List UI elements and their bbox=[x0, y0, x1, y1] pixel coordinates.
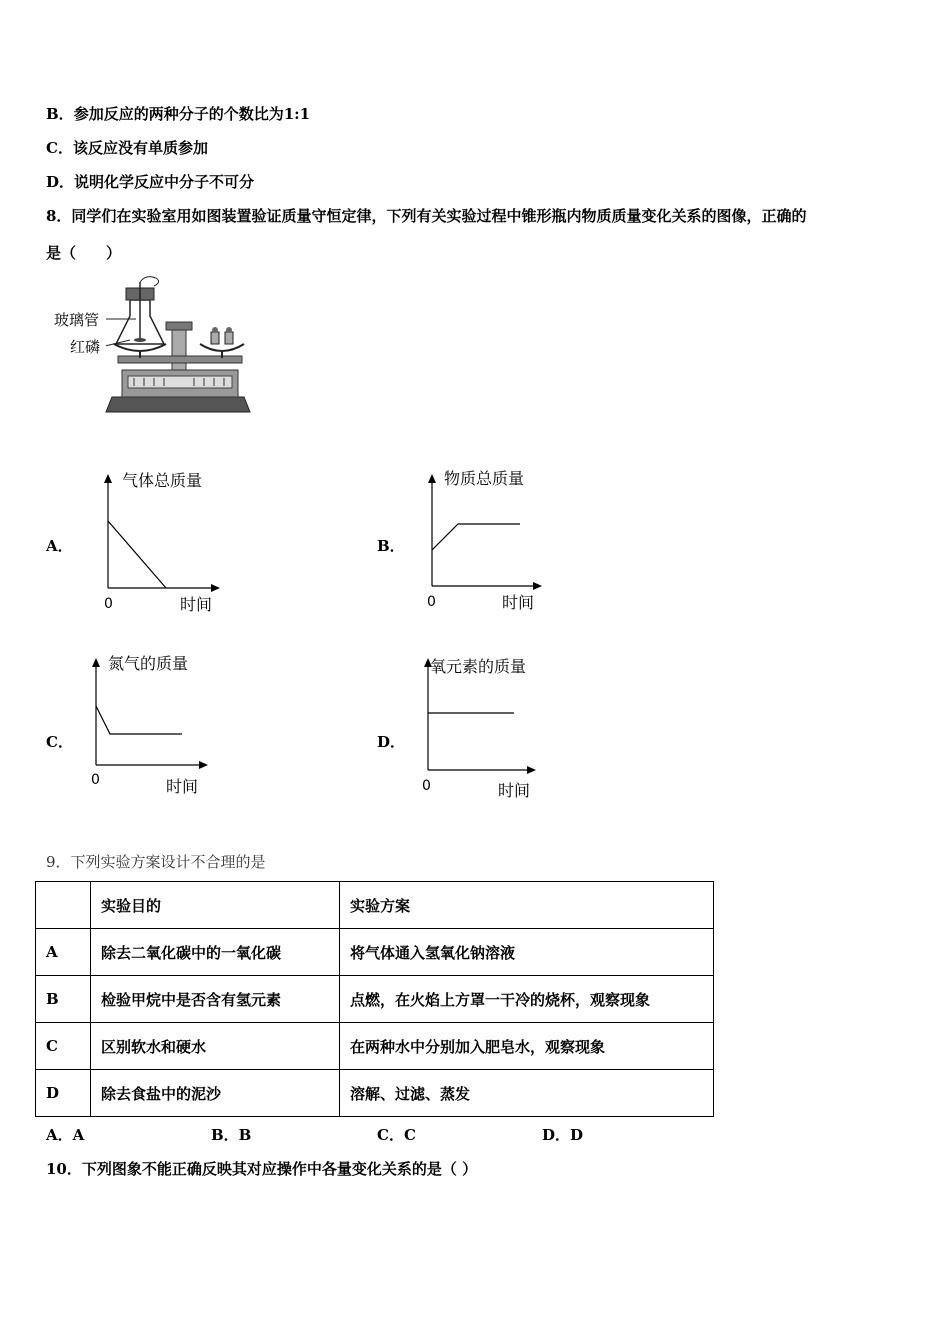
row-label: D bbox=[36, 1070, 91, 1117]
balance-apparatus-figure bbox=[50, 272, 260, 417]
purpose-cell: 除去二氧化碳中的一氧化碳 bbox=[91, 929, 340, 976]
q9-table bbox=[35, 881, 714, 1117]
graph-b-origin: 0 bbox=[427, 594, 436, 610]
table-header-cell: 实验方案 bbox=[340, 882, 714, 929]
label-glass-tube: 玻璃管 bbox=[54, 311, 100, 329]
graph-c-ylabel: 氮气的质量 bbox=[108, 654, 189, 673]
row-label: B bbox=[36, 976, 91, 1023]
q9-answer-b[interactable]: B．B bbox=[211, 1126, 252, 1144]
q7-option-c: C．该反应没有单质参加 bbox=[46, 139, 208, 157]
purpose-cell: 除去食盐中的泥沙 bbox=[91, 1070, 340, 1117]
table-row bbox=[36, 976, 714, 1023]
method-cell: 将气体通入氢氧化钠溶液 bbox=[340, 929, 714, 976]
purpose-cell: 检验甲烷中是否含有氢元素 bbox=[91, 976, 340, 1023]
q9-stem: 9．下列实验方案设计不合理的是 bbox=[46, 853, 266, 871]
q7-option-b: B．参加反应的两种分子的个数比为1:1 bbox=[46, 105, 311, 123]
graph-a-ylabel: 气体总质量 bbox=[122, 471, 203, 490]
q8-option-c-label[interactable]: C． bbox=[46, 733, 73, 751]
graph-c-origin: 0 bbox=[91, 772, 100, 788]
graph-a-xlabel: 时间 bbox=[180, 595, 213, 614]
graph-a-origin: 0 bbox=[104, 596, 113, 612]
graph-b bbox=[420, 466, 550, 616]
method-cell: 点燃，在火焰上方罩一干冷的烧杯，观察现象 bbox=[340, 976, 714, 1023]
table-header-cell: 实验目的 bbox=[91, 882, 340, 929]
graph-b-ylabel: 物质总质量 bbox=[444, 469, 525, 488]
q8-option-b-label[interactable]: B． bbox=[377, 537, 405, 555]
q9-answer-a[interactable]: A．A bbox=[46, 1126, 85, 1144]
table-row bbox=[36, 1023, 714, 1070]
q7-option-d: D．说明化学反应中分子不可分 bbox=[46, 173, 255, 191]
label-red-phosphorus: 红磷 bbox=[70, 338, 101, 356]
table-header-cell bbox=[36, 882, 91, 929]
q10-stem: 10．下列图象不能正确反映其对应操作中各量变化关系的是（ ） bbox=[46, 1160, 478, 1178]
q9-answer-d[interactable]: D．D bbox=[542, 1126, 584, 1144]
graph-a-curve bbox=[108, 521, 166, 588]
table-row bbox=[36, 1070, 714, 1117]
graph-c-xlabel: 时间 bbox=[166, 777, 199, 796]
graph-c-curve bbox=[96, 706, 182, 734]
row-label: C bbox=[36, 1023, 91, 1070]
table-header-row bbox=[36, 882, 714, 929]
purpose-cell: 区别软水和硬水 bbox=[91, 1023, 340, 1070]
graph-d bbox=[416, 650, 556, 805]
graph-d-ylabel: 氧元素的质量 bbox=[430, 657, 527, 676]
row-label: A bbox=[36, 929, 91, 976]
q8-stem-line1: 8．同学们在实验室用如图装置验证质量守恒定律，下列有关实验过程中锥形瓶内物质质量变化关系的图像，正确的 bbox=[46, 207, 807, 225]
q8-stem-line2: 是（ ） bbox=[46, 244, 122, 262]
graph-b-curve bbox=[432, 524, 520, 550]
graph-b-xlabel: 时间 bbox=[502, 593, 535, 612]
method-cell: 溶解、过滤、蒸发 bbox=[340, 1070, 714, 1117]
q8-option-d-label[interactable]: D． bbox=[377, 733, 406, 751]
graph-d-xlabel: 时间 bbox=[498, 781, 531, 800]
table-row bbox=[36, 929, 714, 976]
graph-c bbox=[84, 650, 224, 800]
graph-d-origin: 0 bbox=[422, 778, 431, 794]
q9-answer-c[interactable]: C．C bbox=[377, 1126, 416, 1144]
graph-a bbox=[96, 466, 226, 616]
method-cell: 在两种水中分别加入肥皂水，观察现象 bbox=[340, 1023, 714, 1070]
q8-option-a-label[interactable]: A． bbox=[46, 537, 73, 555]
